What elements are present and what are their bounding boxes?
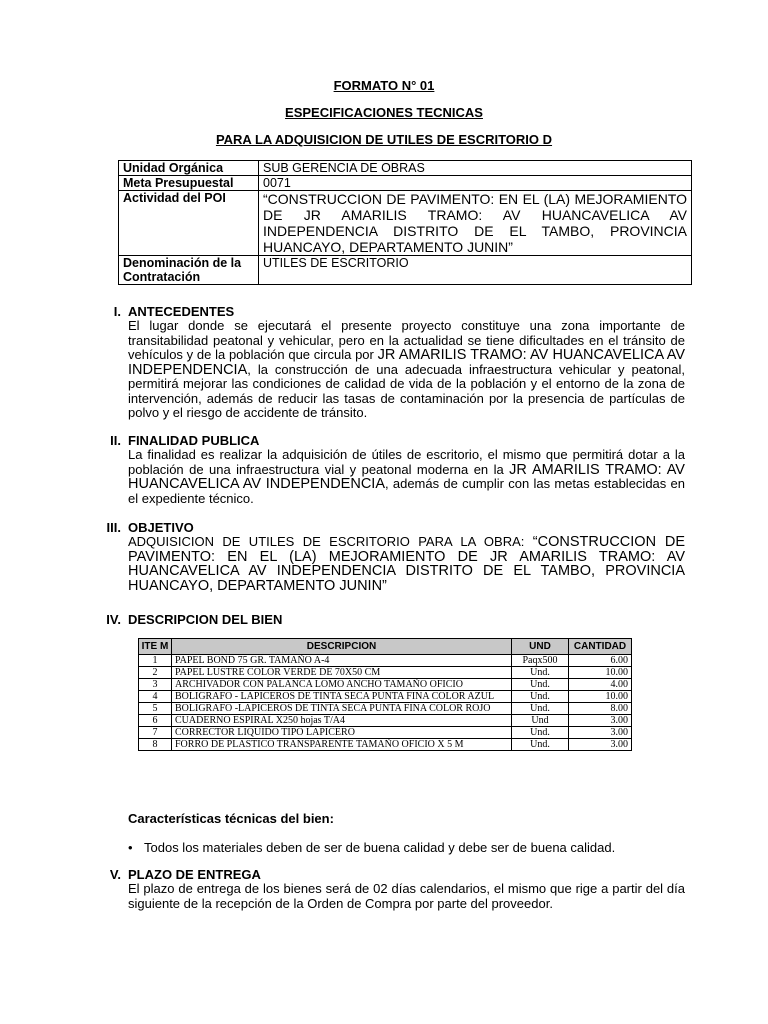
- denominacion-value: UTILES DE ESCRITORIO: [259, 256, 692, 285]
- meta-value: 0071: [259, 176, 692, 191]
- cell-cantidad: 3.00: [569, 739, 632, 751]
- document-title-adquisicion: PARA LA ADQUISICION DE UTILES DE ESCRITORIO D: [215, 132, 553, 147]
- table-row: [139, 715, 632, 727]
- cell-descripcion: ARCHIVADOR CON PALANCA LOMO ANCHO TAMAÑO OFICIO: [172, 679, 512, 691]
- cell-item: 1: [139, 655, 172, 667]
- table-row: [139, 703, 632, 715]
- section-number-plazo: V.: [109, 867, 121, 882]
- cell-cantidad: 6.00: [569, 655, 632, 667]
- cell-item: 4: [139, 691, 172, 703]
- cell-cantidad: 10.00: [569, 667, 632, 679]
- header-descripcion: DESCRIPCION: [172, 639, 512, 655]
- info-row-unidad: [119, 161, 692, 176]
- section-text-antecedentes: [128, 319, 685, 421]
- info-row-meta: [119, 176, 692, 191]
- cell-item: 2: [139, 667, 172, 679]
- section-number-descripcion: IV.: [106, 612, 121, 627]
- table-row: [139, 727, 632, 739]
- caracteristicas-title: Características técnicas del bien:: [128, 811, 334, 826]
- caracteristicas-bullet-text: Todos los materiales deben de ser de buena calidad y debe ser de buena calidad.: [144, 840, 616, 855]
- section-title-objetivo: OBJETIVO: [128, 520, 194, 535]
- section-title-plazo: PLAZO DE ENTREGA: [128, 867, 261, 882]
- unidad-value: SUB GERENCIA DE OBRAS: [259, 161, 692, 176]
- document-title-formato: FORMATO N° 01: [333, 78, 435, 93]
- finalidad-text-a: La finalidad es realizar la adquisición de útiles de escritorio, el mismo que permitirá dotar a la población de una infraestructura vial y peatonal moderna en la: [128, 447, 685, 477]
- section-text-plazo: El plazo de entrega de los bienes será de 02 días calendarios, el mismo que rige a partir del día siguiente de la recepción de la Orden de Compra por parte del proveedor.: [128, 881, 685, 911]
- meta-label: Meta Presupuestal: [119, 176, 259, 191]
- section-title-descripcion: DESCRIPCION DEL BIEN: [128, 612, 283, 627]
- section-number-objetivo: III.: [106, 520, 121, 535]
- table-row: [139, 691, 632, 703]
- actividad-label: Actividad del POI: [119, 191, 259, 256]
- cell-und: Und.: [512, 667, 569, 679]
- caracteristicas-bullet: [128, 840, 615, 855]
- cell-cantidad: 4.00: [569, 679, 632, 691]
- items-table: [138, 638, 632, 751]
- header-cantidad: CANTIDAD: [569, 639, 632, 655]
- info-row-denominacion: [119, 256, 692, 285]
- objetivo-obra: “CONSTRUCCION DE PAVIMENTO: EN EL (LA) MEJORAMIENTO DE JR AMARILIS TRAMO: AV HUANCAVELICA AV INDEPENDENCIA DISTRITO DE EL TAMBO, PROVINCIA HUANCAYO, DEPARTAMENTO JUNIN”: [128, 534, 685, 594]
- info-table: [118, 160, 692, 285]
- cell-und: Und.: [512, 691, 569, 703]
- cell-descripcion: CUADERNO ESPIRAL X250 hojas T/A4: [172, 715, 512, 727]
- table-row: [139, 667, 632, 679]
- cell-und: Und: [512, 715, 569, 727]
- antecedentes-text-a: El lugar donde se ejecutará el presente proyecto constituye una zona importante de transitabilidad peatonal y vehicular, pero en la actualidad se tiene dificultades en el tránsito de vehículos y de la población que circula por: [128, 318, 685, 362]
- antecedentes-location: JR AMARILIS TRAMO: AV HUANCAVELICA AV INDEPENDENCIA: [128, 347, 685, 378]
- unidad-label: Unidad Orgánica: [119, 161, 259, 176]
- cell-und: Und.: [512, 739, 569, 751]
- cell-descripcion: PAPEL BOND 75 GR. TAMAÑO A-4: [172, 655, 512, 667]
- table-row: [139, 655, 632, 667]
- section-number-antecedentes: I.: [113, 304, 121, 319]
- info-row-actividad: [119, 191, 692, 256]
- antecedentes-text-c: , la construcción de una adecuada infraestructura vehicular y peatonal, permitirá mejorar las condiciones de calidad de vida de la población y el entorno de la zona de intervención, además de reducir las tasas de contaminación por la presencia de partículas de polvo y el riesgo de accidente de tránsito.: [128, 361, 685, 420]
- cell-item: 3: [139, 679, 172, 691]
- cell-descripcion: CORRECTOR LIQUIDO TIPO LAPICERO: [172, 727, 512, 739]
- cell-descripcion: FORRO DE PLASTICO TRANSPARENTE TAMAÑO OFICIO X 5 M: [172, 739, 512, 751]
- objetivo-text-a: ADQUISICION DE UTILES DE ESCRITORIO PARA LA OBRA:: [128, 534, 525, 549]
- finalidad-location: JR AMARILIS TRAMO: AV HUANCAVELICA AV INDEPENDENCIA: [128, 461, 685, 492]
- cell-item: 7: [139, 727, 172, 739]
- table-row: [139, 679, 632, 691]
- cell-descripcion: PAPEL LUSTRE COLOR VERDE DE 70X50 CM: [172, 667, 512, 679]
- cell-und: Und.: [512, 727, 569, 739]
- cell-item: 5: [139, 703, 172, 715]
- section-text-objetivo: [128, 535, 685, 593]
- finalidad-text-c: , además de cumplir con las metas establecidas en el expediente técnico.: [128, 476, 685, 506]
- cell-descripcion: BOLIGRAFO -LAPICEROS DE TINTA SECA PUNTA FINA COLOR ROJO: [172, 703, 512, 715]
- table-row: [139, 739, 632, 751]
- section-text-finalidad: [128, 448, 685, 506]
- cell-cantidad: 10.00: [569, 691, 632, 703]
- actividad-value: “CONSTRUCCION DE PAVIMENTO: EN EL (LA) MEJORAMIENTO DE JR AMARILIS TRAMO: AV HUANCAVELICA AV INDEPENDENCIA DISTRITO DE EL TAMBO, PROVINCIA HUANCAYO, DEPARTAMENTO JUNIN”: [259, 191, 692, 256]
- section-number-finalidad: II.: [110, 433, 121, 448]
- section-title-finalidad: FINALIDAD PUBLICA: [128, 433, 260, 448]
- items-table-header: [139, 639, 632, 655]
- bullet-dot-icon: •: [128, 840, 133, 855]
- cell-item: 6: [139, 715, 172, 727]
- header-item: ITE M: [139, 639, 172, 655]
- header-und: UND: [512, 639, 569, 655]
- cell-und: Und.: [512, 679, 569, 691]
- cell-item: 8: [139, 739, 172, 751]
- cell-und: Paqx500: [512, 655, 569, 667]
- document-title-especificaciones: ESPECIFICACIONES TECNICAS: [285, 105, 483, 120]
- cell-cantidad: 3.00: [569, 727, 632, 739]
- cell-cantidad: 8.00: [569, 703, 632, 715]
- section-title-antecedentes: ANTECEDENTES: [128, 304, 235, 319]
- cell-und: Und.: [512, 703, 569, 715]
- cell-descripcion: BOLIGRAFO - LAPICEROS DE TINTA SECA PUNTA FINA COLOR AZUL: [172, 691, 512, 703]
- cell-cantidad: 3.00: [569, 715, 632, 727]
- denominacion-label: Denominación de la Contratación: [119, 256, 259, 285]
